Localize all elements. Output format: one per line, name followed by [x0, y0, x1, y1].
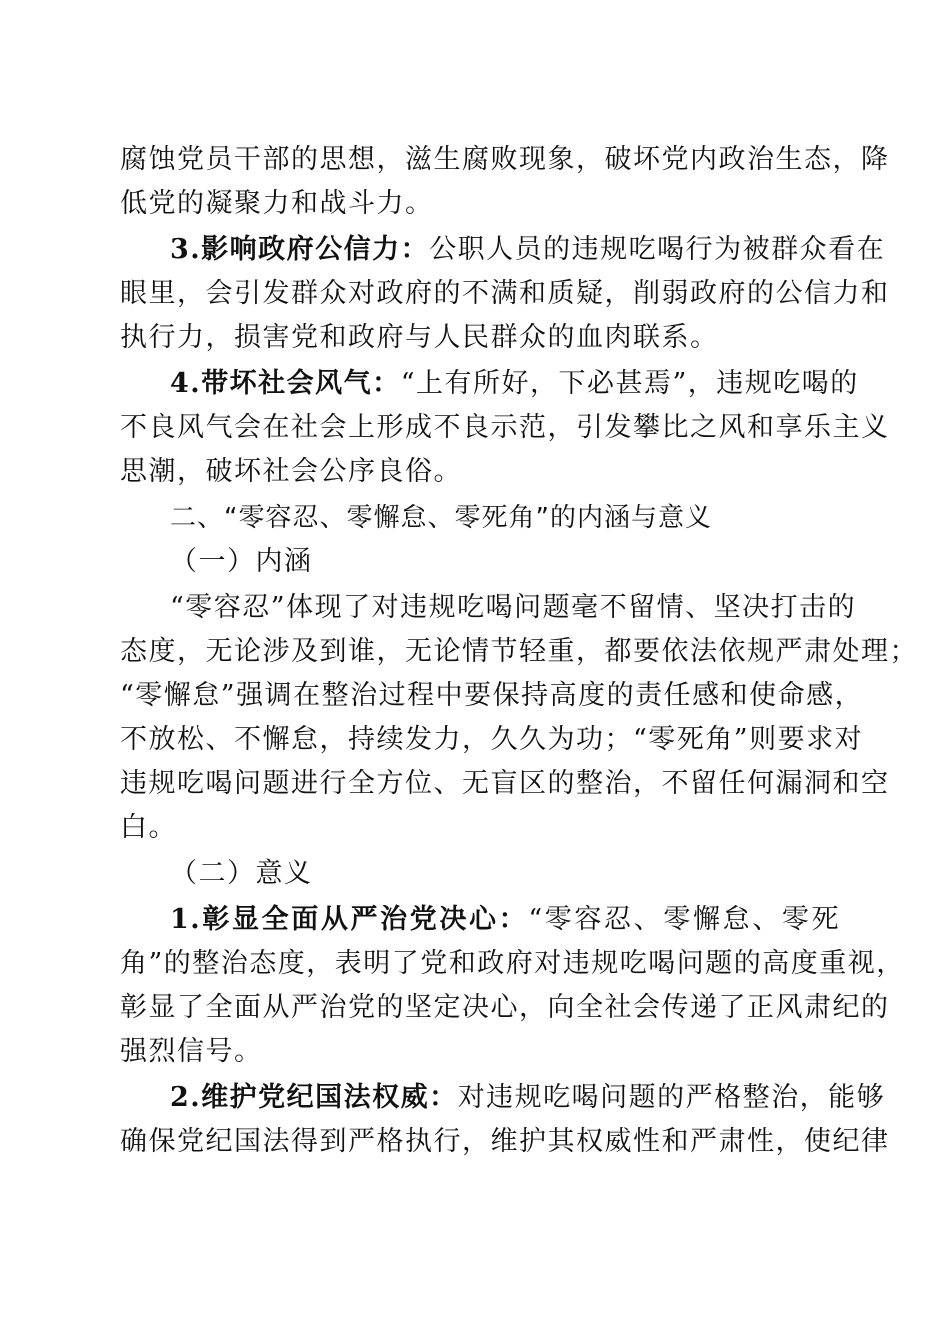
- paragraph-line: 确保党纪国法得到严格执行，维护其权威性和严肃性，使纪律: [120, 1126, 890, 1157]
- paragraph-line: 执行力，损害党和政府与人民群众的血肉联系。: [120, 322, 719, 353]
- paragraph-line: 腐蚀党员干部的思想，滋生腐败现象，破坏党内政治生态，降: [120, 144, 890, 175]
- paragraph-line: 彰显了全面从严治党的坚定决心，向全社会传递了正风肃纪的: [120, 992, 890, 1023]
- item-text: 对违规吃喝问题的严格整治，能够: [457, 1082, 886, 1113]
- item-title: 1.彰显全面从严治党决心：: [170, 904, 529, 935]
- paragraph-line: [170, 228, 886, 272]
- item-title: 3.影响政府公信力：: [170, 234, 430, 265]
- paragraph-line: 角”的整治态度，表明了党和政府对违规吃喝问题的高度重视，: [120, 948, 905, 979]
- subsection-heading: （一）内涵: [170, 546, 313, 577]
- section-heading: 二、“零容忍、零懈怠、零死角”的内涵与意义: [170, 503, 712, 533]
- paragraph-line: 强烈信号。: [120, 1036, 263, 1067]
- paragraph-line: “零容忍”体现了对违规吃喝问题毫不留情、坚决打击的: [170, 592, 857, 623]
- paragraph-line: 态度，无论涉及到谁，无论情节轻重，都要依法依规严肃处理；: [120, 636, 918, 667]
- paragraph-line: 违规吃喝问题进行全方位、无盲区的整治，不留任何漏洞和空: [120, 768, 890, 799]
- item-title: 2.维护党纪国法权威：: [170, 1082, 458, 1113]
- paragraph-line: 思潮，破坏社会公序良俗。: [120, 456, 462, 487]
- paragraph-line: 白。: [120, 812, 177, 843]
- paragraph-line: 不良风气会在社会上形成不良示范，引发攀比之风和享乐主义: [120, 412, 890, 443]
- paragraph-line: 低党的凝聚力和战斗力。: [120, 188, 434, 219]
- item-text: “上有所好，下必甚焉”，违规吃喝的: [400, 368, 859, 399]
- paragraph-line: “零懈怠”强调在整治过程中要保持高度的责任感和使命感，: [120, 680, 864, 711]
- paragraph-line: [170, 898, 840, 942]
- item-text: “零容忍、零懈怠、零死: [528, 904, 840, 935]
- item-text: 公职人员的违规吃喝行为被群众看在: [429, 234, 886, 265]
- item-title: 4.带坏社会风气：: [170, 368, 401, 399]
- paragraph-line: [170, 1076, 886, 1120]
- subsection-heading: （二）意义: [170, 858, 313, 889]
- paragraph-line: 不放松、不懈怠，持续发力，久久为功；“零死角”则要求对: [120, 724, 864, 755]
- paragraph-line: 眼里，会引发群众对政府的不满和质疑，削弱政府的公信力和: [120, 278, 890, 309]
- paragraph-line: [170, 362, 859, 406]
